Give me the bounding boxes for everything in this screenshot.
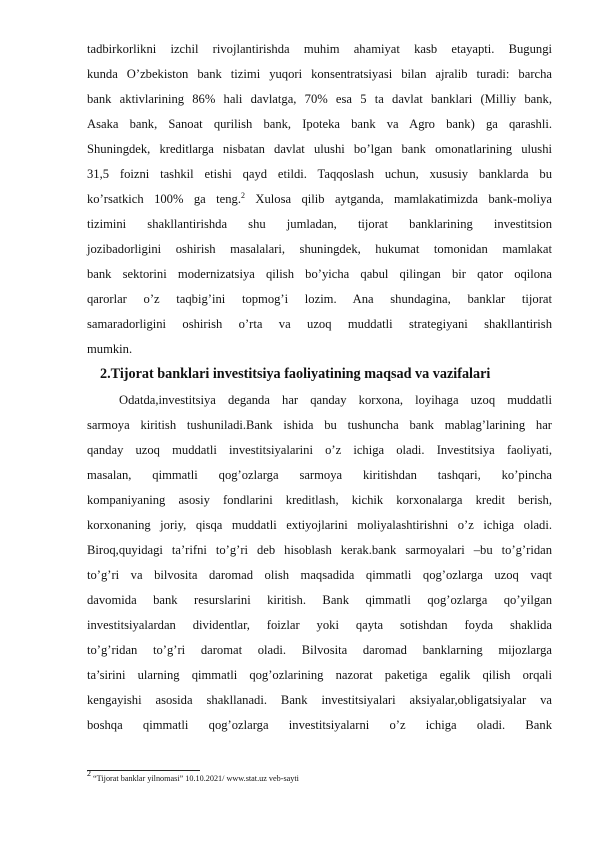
body-line: bank aktivlarining 86% hali davlatga, 70% esa 5 ta davlat banklari (Milliy bank, — [87, 92, 552, 106]
body-line: Asaka bank, Sanoat qurilish bank, Ipoteka bank va Agro bank) ga qarashli. — [87, 117, 552, 131]
body-line: sarmoya kiritish tushuniladi.Bank ishida bu tushuncha bank mablag’larining har — [87, 418, 552, 432]
body-line: Shuningdek, kreditlarga nisbatan davlat ulushi bo’lgan bank omonatlarining ulushi — [87, 142, 552, 156]
body-line: bank sektorini modernizatsiya qilish bo’yicha qabul qilingan bir qator oqilona — [87, 267, 552, 281]
body-line: korxonaning joriy, qisqa muddatli extiyojlarini moliyalashtirishni o’z ichiga oladi. — [87, 518, 552, 532]
body-line: samaradorligini oshirish o’rta va uzoq muddatli strategiyani shakllantirish — [87, 317, 552, 331]
body-line: jozibadorligini oshirish masalalari, shuningdek, hukumat tomonidan mamlakat — [87, 242, 552, 256]
footnote-marker: 2 — [87, 769, 91, 778]
body-line: qanday uzoq muddatli investitsiyalarini o’z ichiga oladi. Investitsiya faoliyati, — [87, 443, 552, 457]
body-line: investitsiyalardan dividentlar, foizlar yoki qayta sotishdan foyda shaklida — [87, 618, 552, 632]
body-line: ta’sirini ularning qimmatli qog’ozlarining nazorat paketiga egalik qilish orqali — [87, 668, 552, 682]
body-line: mumkin. — [87, 342, 133, 356]
footnote — [87, 769, 552, 785]
body-text: Xulosa qilib aytganda, mamlakatimizda bank-moliya — [244, 192, 552, 206]
body-line: kengayishi asosida shakllanadi. Bank investitsiyalari aksiyalar,obligatsiyalar va — [87, 693, 552, 707]
body-line-with-footnote — [87, 191, 552, 207]
body-line: tadbirkorlikni izchil rivojlantirishda muhim ahamiyat kasb etayapti. Bugungi — [87, 42, 552, 56]
footnote-divider — [87, 770, 200, 771]
body-line: tizimini shakllantirishda shu jumladan, tijorat banklarining investitsion — [87, 217, 552, 231]
footnote-reference: 2 — [240, 191, 245, 200]
footnote-text: “Tijorat banklar yilnomasi” 10.10.2021/ www.stat.uz veb-sayti — [91, 774, 299, 783]
body-line: boshqa qimmatli qog’ozlarga investitsiyalarni o’z ichiga oladi. Bank — [87, 718, 552, 732]
body-line: to’g’ri va bilvosita daromad olish maqsadida qimmatli qog’ozlarga uzoq vaqt — [87, 568, 552, 582]
body-line: masalan, qimmatli qog’ozlarga sarmoya kiritishdan tashqari, ko’pincha — [87, 468, 552, 482]
body-line: qarorlar o’z taqbig’ini topmog’i lozim. Ana shundagina, banklar tijorat — [87, 292, 552, 306]
body-line: kompaniyaning asosiy fondlarini kreditlash, kichik korxonalarga kredit berish, — [87, 493, 552, 507]
body-text: ko’rsatkich 100% ga teng. — [87, 192, 241, 206]
body-line: Biroq,quyidagi ta’rifni to’g’ri deb hisoblash kerak.bank sarmoyalari –bu to’g’ridan — [87, 543, 552, 557]
body-line: to’g’ridan to’g’ri daromat oladi. Bilvosita daromad banklarning mijozlarga — [87, 643, 552, 657]
body-line: 31,5 foizni tashkil etishi qayd etildi. Taqqoslash uchun, xususiy banklarda bu — [87, 167, 552, 181]
body-line: Odatda,investitsiya deganda har qanday korxona, loyihaga uzoq muddatli — [119, 393, 552, 407]
body-line: kunda O’zbekiston bank tizimi yuqori konsentratsiyasi bilan ajralib turadi: barcha — [87, 67, 552, 81]
section-heading: 2.Tijorat banklari investitsiya faoliyatining maqsad va vazifalari — [100, 366, 491, 382]
body-line: davomida bank resurslarini kiritish. Bank qimmatli qog’ozlarga qo’yilgan — [87, 593, 552, 607]
